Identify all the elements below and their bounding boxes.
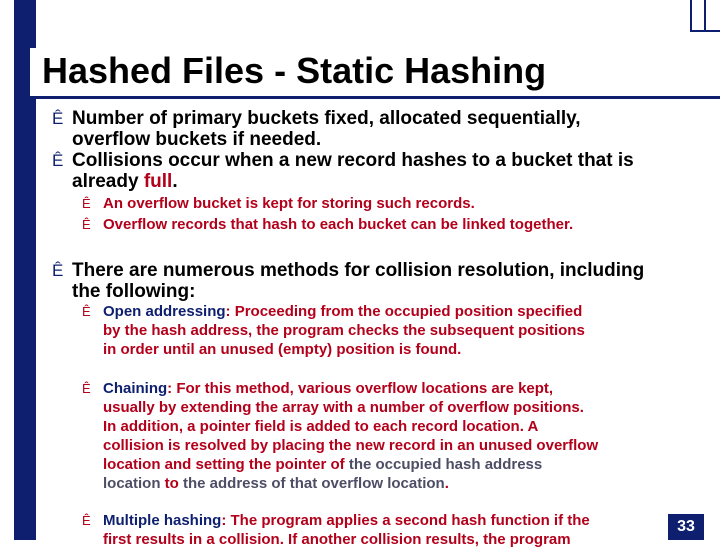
bullet-text	[72, 260, 644, 302]
bullet-line: There are numerous methods for collision resolution, including	[72, 260, 645, 281]
sub-bullet-text	[103, 302, 585, 359]
bullet-line: Number of primary buckets fixed, allocated sequentially,	[72, 108, 581, 129]
term-label: Chaining	[103, 380, 168, 397]
sub-bullet-line: first results in a collision. If another collision results, the program	[103, 531, 571, 548]
bullet-line: already	[72, 171, 144, 192]
sub-bullet-line: the address of that overflow location	[178, 475, 445, 492]
sub-bullet-line: For this method, various overflow locations are kept,	[172, 380, 554, 397]
sub-bullet-text	[103, 379, 598, 493]
sub-bullet-line: In addition, a pointer field is added to each record location. A	[103, 418, 539, 435]
sub-bullet-line: Proceeding from the occupied position specified	[230, 303, 583, 320]
bullet-text	[72, 150, 634, 192]
bullet-icon: Ê	[52, 261, 64, 280]
sub-bullet-line: location and setting the pointer of	[103, 456, 349, 473]
bullet-icon: Ê	[82, 513, 91, 528]
bullet-icon: Ê	[82, 196, 91, 211]
bullet-icon: Ê	[82, 217, 91, 232]
bullet-icon: Ê	[52, 109, 64, 128]
highlight-word: full	[143, 171, 173, 192]
corner-decoration	[704, 0, 720, 32]
bullet-line: the following:	[72, 281, 196, 302]
bullet-icon: Ê	[52, 151, 64, 170]
bullet-icon: Ê	[82, 381, 91, 396]
page-number-badge: 33	[668, 514, 704, 540]
sub-bullet-text: Overflow records that hash to each bucket can be linked together.	[103, 216, 574, 233]
term-label: Open addressing	[103, 303, 226, 320]
sub-bullet-line: to	[164, 475, 179, 492]
slide-title: Hashed Files - Static Hashing	[42, 50, 547, 91]
sub-bullet-text: An overflow bucket is kept for storing such records.	[103, 195, 475, 212]
bullet-text	[72, 108, 581, 150]
sub-bullet-line: the occupied hash address	[348, 456, 543, 473]
sub-bullet-line: by the hash address, the program checks the subsequent positions	[103, 322, 585, 339]
punctuation: :	[225, 303, 231, 320]
punctuation: .	[172, 171, 178, 192]
bullet-line: overflow buckets if needed.	[72, 129, 322, 150]
sub-bullet-line: location	[103, 475, 165, 492]
sub-bullet-line: The program applies a second hash function if the	[226, 512, 590, 529]
sub-bullet-text	[103, 511, 590, 549]
sub-bullet-line: usually by extending the array with a number of overflow positions.	[103, 399, 584, 416]
title-underline	[30, 96, 720, 99]
term-label: Multiple hashing	[103, 512, 222, 529]
punctuation: :	[167, 380, 173, 397]
bullet-icon: Ê	[82, 304, 91, 319]
sub-bullet-line: in order until an unused (empty) position is found.	[103, 341, 462, 358]
bullet-line: Collisions occur when a new record hashes to a bucket that is	[72, 150, 634, 171]
sub-bullet-line: collision is resolved by placing the new record in an unused overflow	[103, 437, 599, 454]
punctuation: .	[444, 475, 449, 492]
punctuation: :	[221, 512, 227, 529]
